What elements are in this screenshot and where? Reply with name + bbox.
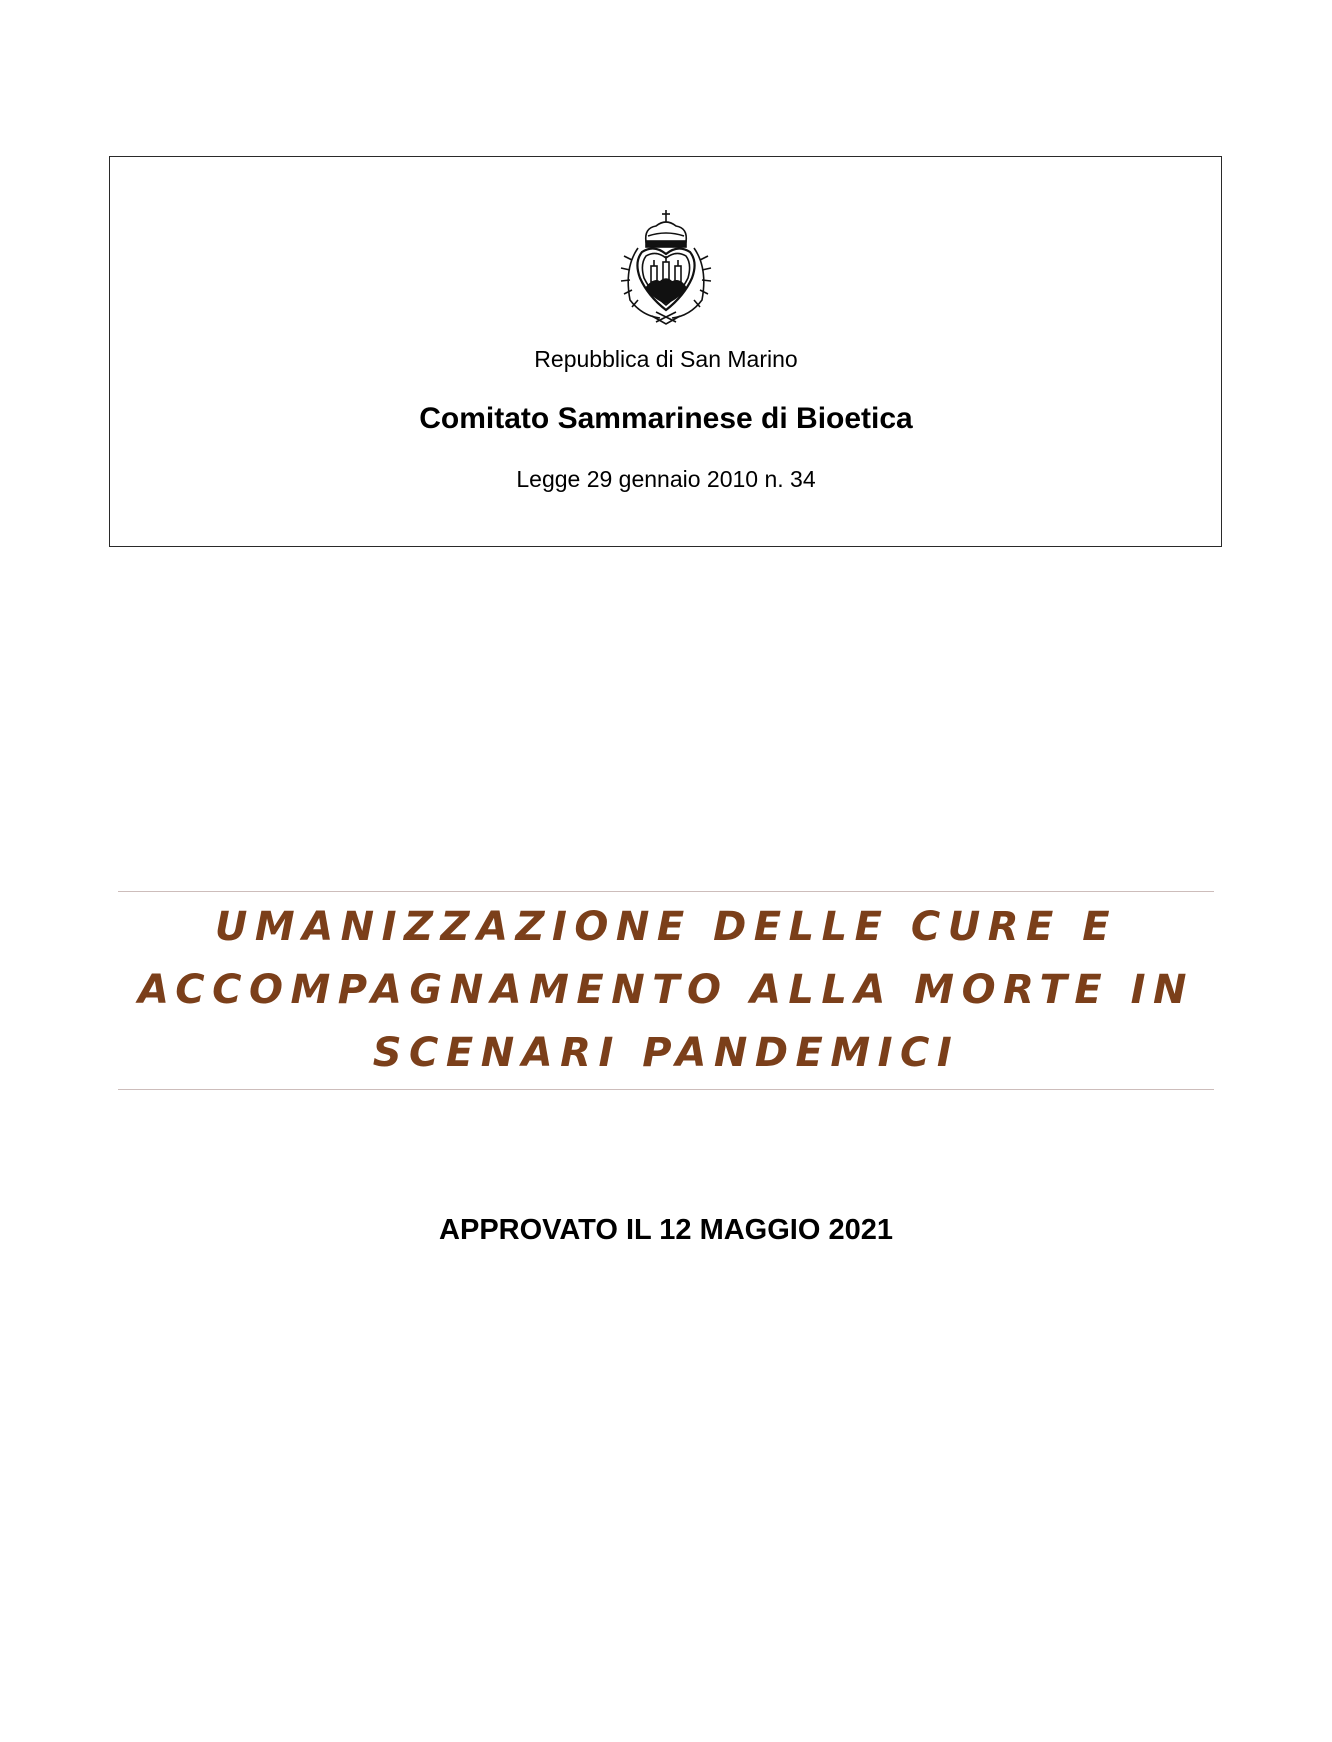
title-divider-top	[118, 891, 1214, 892]
title-line: ACCOMPAGNAMENTO ALLA MORTE IN	[138, 967, 1194, 1013]
title-line: SCENARI PANDEMICI	[372, 1030, 960, 1076]
republic-name: Repubblica di San Marino	[534, 346, 798, 372]
title-line: UMANIZZAZIONE DELLE CURE E	[214, 904, 1118, 950]
title-divider-bottom	[118, 1089, 1214, 1090]
approval-date: APPROVATO IL 12 MAGGIO 2021	[439, 1214, 893, 1246]
document-title	[118, 896, 1214, 1085]
committee-name: Comitato Sammarinese di Bioetica	[419, 402, 913, 435]
law-reference: Legge 29 gennaio 2010 n. 34	[516, 466, 816, 492]
coat-of-arms-icon	[612, 208, 720, 326]
